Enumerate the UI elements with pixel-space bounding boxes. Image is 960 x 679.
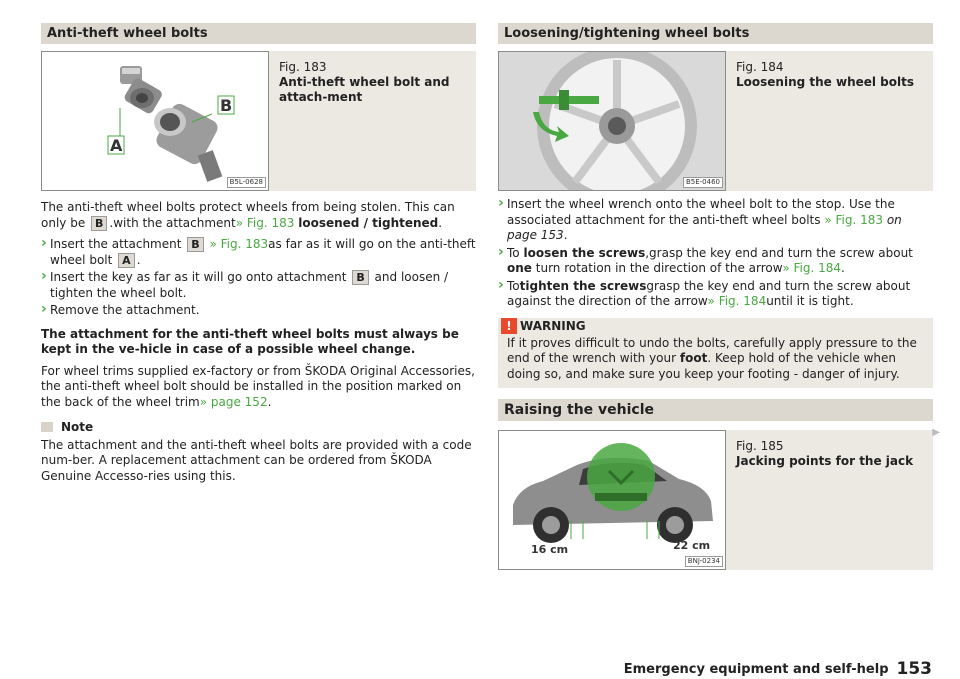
warning-heading: ! WARNING (498, 318, 933, 334)
figure-image (498, 51, 726, 191)
fig-link[interactable]: » Fig. 183 (209, 237, 269, 251)
figure-title: Loosening the wheel bolts (736, 75, 915, 89)
note-body: The attachment and the anti-theft wheel bolts are provided with a code num-ber. A replacement attachment can be ordered from ŠKODA Genuine Accesso-ries using this. (41, 437, 472, 483)
figure-number: Fig. 183 (279, 60, 327, 74)
image-code: B5L-0628 (227, 177, 266, 188)
body-text (41, 200, 476, 484)
car-jacking-points-illustration (499, 431, 726, 570)
section-heading-2: Raising the vehicle (498, 399, 933, 421)
dimension-rear: 22 cm (673, 539, 711, 552)
image-code: B5E-0460 (683, 177, 723, 188)
figure-caption (736, 439, 928, 469)
figure-image (498, 430, 726, 570)
callout-b: B (220, 96, 233, 115)
fig-link[interactable]: » Fig. 183 (824, 212, 883, 227)
step-3: › Remove the attachment. (41, 303, 476, 319)
figure-185 (498, 430, 933, 570)
note-heading: Note (41, 420, 476, 436)
step-2: › To loosen the screws,grasp the key end and turn the screw about one turn rotation in the direction of the arrow» Fig. 184. (498, 246, 933, 277)
section-heading: Anti-theft wheel bolts (41, 23, 476, 44)
wheel-wrench-illustration (499, 52, 726, 191)
figure-183 (41, 51, 476, 191)
body-text (498, 197, 933, 310)
figure-title: Anti-theft wheel bolt and attach-ment (279, 75, 450, 104)
figure-caption (279, 60, 471, 105)
page-link[interactable]: » page 152 (199, 394, 268, 409)
figure-title: Jacking points for the jack (736, 454, 914, 468)
continue-arrow-icon: ▶ (932, 427, 940, 438)
figure-image (41, 51, 269, 191)
fig-link[interactable]: » Fig. 184 (707, 294, 767, 308)
warning-icon: ! (501, 318, 517, 334)
figure-caption (736, 60, 928, 90)
fig-link[interactable]: » Fig. 183 (235, 215, 295, 230)
bold-paragraph: The attachment for the anti-theft wheel bolts must always be kept in the ve-hicle in case of a possible wheel change. (41, 326, 459, 356)
left-column (41, 23, 476, 490)
step-3: › Totighten the screwsgrasp the key end and turn the screw about against the direction of the arrow» Fig. 184until it is tight. (498, 279, 933, 310)
section-heading: Loosening/tightening wheel bolts (498, 23, 933, 44)
figure-number: Fig. 185 (736, 439, 784, 453)
image-code: BNJ-0234 (685, 556, 723, 567)
figure-184 (498, 51, 933, 191)
note-icon (41, 422, 53, 432)
step-1: › Insert the wheel wrench onto the wheel bolt to the stop. Use the associated attachment for the anti-theft wheel bolts » Fig. 183 on page 153. (498, 197, 933, 244)
wheel-bolt-illustration (42, 52, 269, 191)
callout-a: A (110, 136, 123, 155)
step-2: › Insert the key as far as it will go onto attachment B and loosen / tighten the wheel bolt. (41, 270, 476, 301)
fig-link[interactable]: » Fig. 184 (782, 261, 842, 275)
warning-body: If it proves difficult to undo the bolts, carefully apply pressure to the end of the wrench with your foot. Keep hold of the vehicle when doing so, and make sure you keep your footing - danger of injury. (507, 335, 917, 381)
intro-paragraph: The anti-theft wheel bolts protect wheels from being stolen. This can only be B .with the attachment» Fig. 183 loosened / tightened. (41, 200, 455, 230)
step-1: › Insert the attachment B » Fig. 183as far as it will go on the anti-theft wheel bolt A . (41, 237, 476, 268)
page-number: 153 (896, 658, 932, 679)
footer-section: Emergency equipment and self-help (623, 661, 889, 677)
warning-box (498, 318, 933, 389)
trim-paragraph: For wheel trims supplied ex-factory or from ŠKODA Original Accessories, the anti-theft wheel bolt should be installed in the position marked on the back of the wheel trim» page 152. (41, 363, 475, 409)
figure-number: Fig. 184 (736, 60, 784, 74)
key-b: B (91, 216, 107, 231)
dimension-front: 16 cm (531, 543, 569, 556)
right-column (498, 23, 933, 570)
page-footer (624, 653, 932, 677)
